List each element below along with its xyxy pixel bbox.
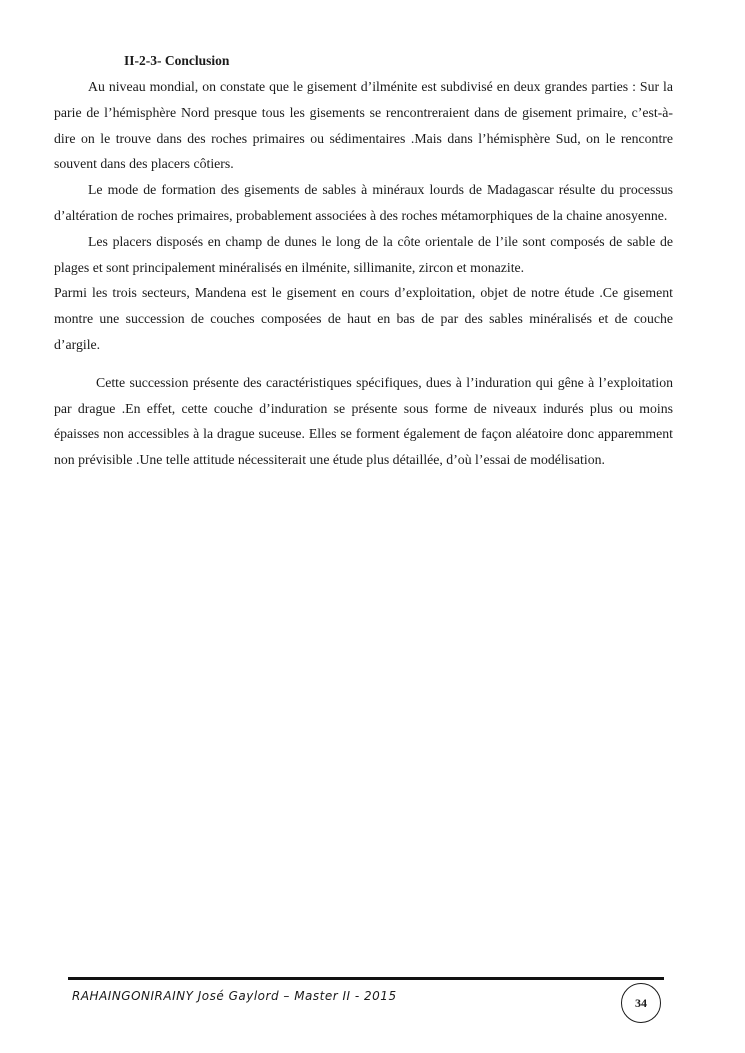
paragraph-formation-mode: Le mode de formation des gisements de sables à minéraux lourds de Madagascar résulte du processus d’altération de roches primaires, probablement associées à des roches métamorphiques de la chaine anosyenne. [54,182,673,223]
footer-divider [68,977,664,980]
body-text [54,74,673,473]
paragraph-coastal-placers: Les placers disposés en champ de dunes le long de la côte orientale de l’ile sont composés de sable de plages et sont principalement minéralisés en ilménite, sillimanite, zircon et monazite. [54,233,673,275]
page-number: 34 [635,995,647,1010]
footer-author: RAHAINGONIRAINY José Gaylord – Master II - 2015 [72,989,397,1003]
section-heading: II-2-3- Conclusion [124,53,230,68]
page-number-badge [621,983,661,1023]
paragraph-mandena: Parmi les trois secteurs, Mandena est le gisement en cours d’exploitation, objet de notre étude .Ce gisement montre une succession de couches composées de haut en bas de par des sables minéralisés et de couche d’argile. [54,285,673,352]
paragraph-global-deposits: Au niveau mondial, on constate que le gisement d’ilménite est subdivisé en deux grandes parties : Sur la parie de l’hémisphère Nord presque tous les gisements se rencontreraient dans de gisement primaire, c’est-à-dire on le trouve dans des roches primaires ou sédimentaires .Mais dans l’hémisphère Sud, on le rencontre souvent dans des placers côtiers. [54,79,673,172]
paragraph-induration: Cette succession présente des caractéristiques spécifiques, dues à l’induration qui gêne à l’exploitation par drague .En effet, cette couche d’induration se présente sous forme de niveaux indurés plus ou moins épaisses non accessibles à la drague suceuse. Elles se forment également de façon aléatoire donc apparemment non prévisible .Une telle attitude nécessiterait une étude plus détaillée, d’où l’essai de modélisation. [54,374,673,468]
